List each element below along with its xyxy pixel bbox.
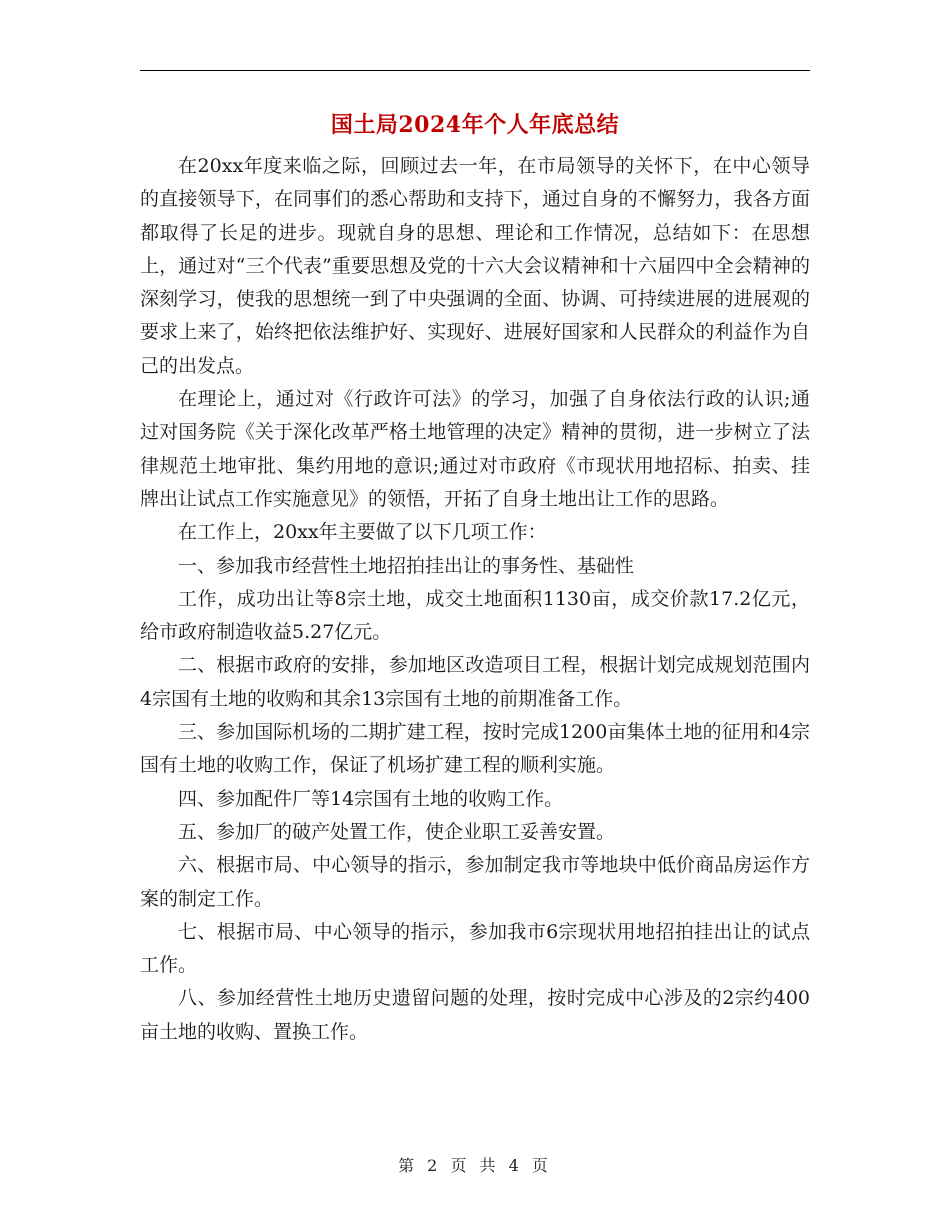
list-item-3: 三、参加国际机场的二期扩建工程，按时完成1200亩集体土地的征用和4宗国有土地的收购工作，保证了机场扩建工程的顺利实施。: [140, 721, 810, 777]
document-body: [140, 150, 810, 1049]
paragraph-intro: 在20xx年度来临之际，回顾过去一年，在市局领导的关怀下，在中心领导的直接领导下，在同事们的悉心帮助和支持下，通过自身的不懈努力，我各方面都取得了长足的进步。现就自身的思想、理论和工作情况，总结如下：在思想上，通过对“三个代表”重要思想及党的十六大会议精神和十六届四中全会精神的深刻学习，使我的思想统一到了中央强调的全面、协调、可持续进展的进展观的要求上来了，始终把依法维护好、实现好、进展好国家和人民群众的利益作为自己的出发点。: [140, 155, 810, 377]
header-rule: [140, 70, 810, 71]
list-item-1-detail: 工作，成功出让等8宗土地，成交土地面积1130亩，成交价款17.2亿元，给市政府制造收益5.27亿元。: [140, 587, 810, 644]
list-item-8: 八、参加经营性土地历史遗留问题的处理，按时完成中心涉及的2宗约400亩土地的收购、置换工作。: [140, 987, 810, 1043]
document-title: 国土局2024年个人年底总结: [330, 112, 620, 138]
list-item-7: 七、根据市局、中心领导的指示，参加我市6宗现状用地招拍挂出让的试点工作。: [140, 920, 810, 977]
paragraph-work-intro: 在工作上，20xx年主要做了以下几项工作：: [178, 521, 547, 544]
list-item-2: 二、根据市政府的安排，参加地区改造项目工程，根据计划完成规划范围内4宗国有土地的收购和其余13宗国有土地的前期准备工作。: [140, 654, 810, 710]
list-item-1-heading: 一、参加我市经营性土地招拍挂出让的事务性、基础性: [178, 554, 635, 577]
list-item-4: 四、参加配件厂等14宗国有土地的收购工作。: [178, 787, 564, 810]
page-number-footer: 第 2 页 共 4 页: [398, 1156, 552, 1175]
paragraph-theory: 在理论上，通过对《行政许可法》的学习，加强了自身依法行政的认识;通过对国务院《关于深化改革严格土地管理的决定》精神的贯彻，进一步树立了法律规范土地审批、集约用地的意识;通过对市政府《市现状用地招标、拍卖、挂牌出让试点工作实施意见》的领悟，开拓了自身土地出让工作的思路。: [140, 388, 810, 510]
list-item-6: 六、根据市局、中心领导的指示，参加制定我市等地块中低价商品房运作方案的制定工作。: [140, 854, 810, 910]
list-item-5: 五、参加厂的破产处置工作，使企业职工妥善安置。: [178, 820, 616, 843]
